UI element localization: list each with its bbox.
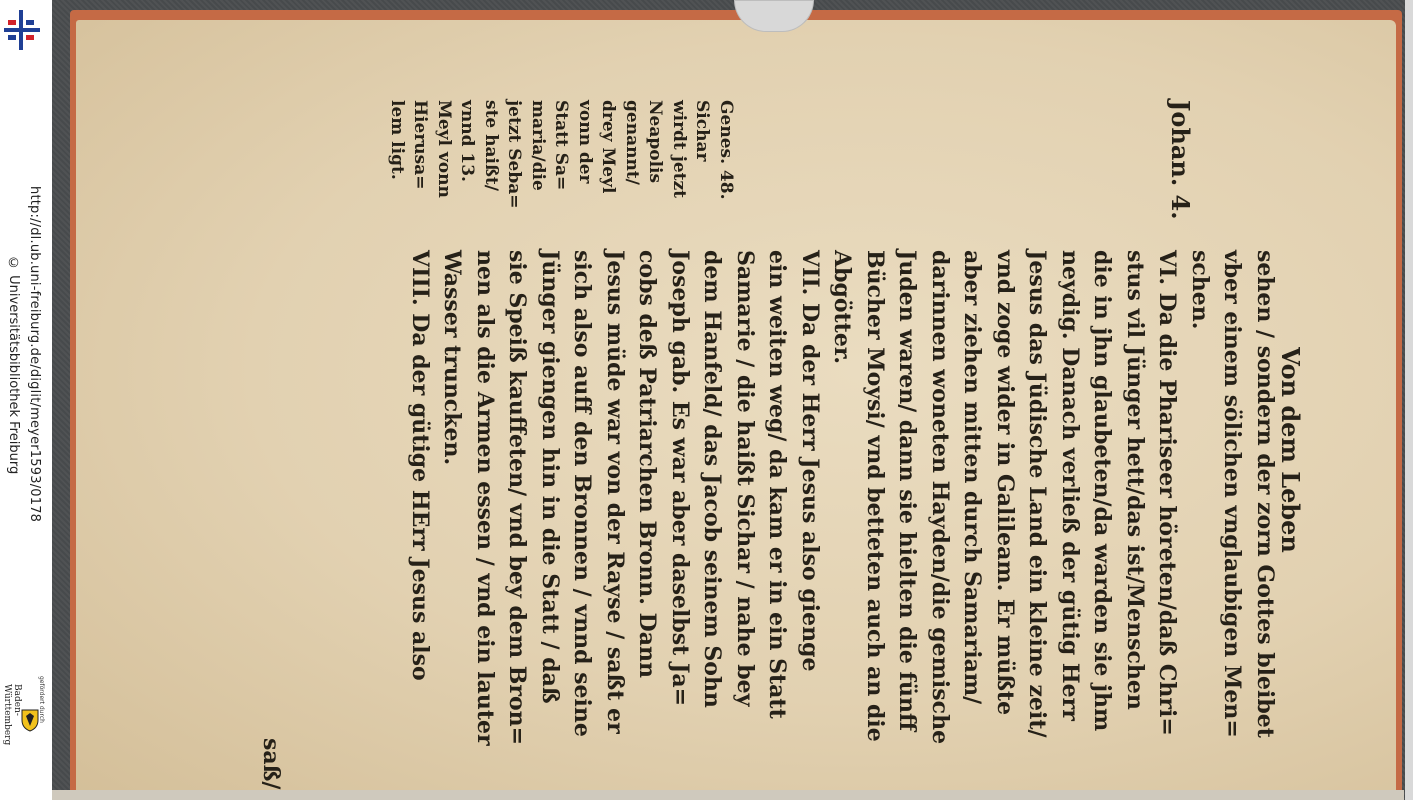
text-line: sie Speiß kauffeten/ vnd bey dem Bron= bbox=[504, 250, 531, 746]
sponsor-caption: gefördert durch bbox=[38, 676, 45, 723]
text-line: vnd zoge wider in Galileam. Er müßte bbox=[992, 250, 1018, 716]
text-line: Abgötter. bbox=[829, 250, 856, 365]
text-line: sich also auff den Bronnen / vnnd seine bbox=[569, 250, 596, 737]
marginal-line: drey Meyl bbox=[598, 100, 619, 194]
marginal-line: maria/die bbox=[528, 100, 548, 191]
text-line: Jesus das Jüdische Land ein kleine zeit/ bbox=[1024, 250, 1051, 738]
text-line: darinnen woneten Hayden/die gemische bbox=[927, 250, 953, 745]
text-line: dem Hanfeld/ das Jacob seinem Sohn bbox=[699, 250, 726, 708]
marginal-line: wirdt jetzt bbox=[669, 100, 689, 199]
text-line: Samarie / die haißt Sichar / nahe bey bbox=[732, 250, 758, 707]
text-line: VII. Da der Herr Jesus also gienge bbox=[797, 250, 823, 672]
sponsor-name-line: Baden- bbox=[12, 684, 22, 716]
text-line: Juden waren/ dann sie hielten die fünff bbox=[894, 250, 921, 732]
running-head: Von dem Leben bbox=[1276, 347, 1305, 553]
text-line: Jünger giengen hin in die Statt / daß bbox=[537, 250, 563, 704]
marginal-line: Statt Sa= bbox=[551, 100, 572, 191]
text-line: neydig. Danach verließ der gütig Herr bbox=[1057, 250, 1083, 721]
marginal-line: Meyl vonn bbox=[434, 100, 454, 198]
text-line: stus vil Jünger hett/das ist/Menschen bbox=[1122, 250, 1148, 710]
text-line: VIII. Da der gütige HErr Jesus also bbox=[407, 250, 433, 681]
text-line: schen. bbox=[1187, 250, 1213, 330]
text-line: nen als die Armen essen / vnd ein lauter bbox=[472, 250, 498, 746]
marginal-line: Sichar bbox=[692, 100, 713, 162]
info-sidebar bbox=[0, 0, 52, 800]
text-line: aber ziehen mitten durch Samariam/ bbox=[959, 250, 986, 705]
text-line: Wasser truncken. bbox=[439, 250, 466, 466]
marginal-line: ste haißt/ bbox=[481, 100, 501, 191]
catchword: saß/ bbox=[258, 738, 284, 790]
sponsor-name-line: Württemberg bbox=[2, 684, 12, 746]
text-line: vber einem sölichen vnglaubigen Men= bbox=[1219, 250, 1246, 738]
marginal-line: jetzt Seba= bbox=[504, 100, 525, 209]
marginal-line: genannt/ bbox=[622, 100, 642, 185]
library-logo-icon bbox=[2, 8, 42, 52]
marginal-line: Neapolis bbox=[645, 100, 666, 184]
viewer-right-edge bbox=[1405, 0, 1413, 800]
copyright-notice: © Universitätsbibliothek Freiburg bbox=[6, 256, 21, 475]
text-line: Jesus müde war von der Rayse / saßt er bbox=[602, 250, 628, 734]
marginal-line: vonn der bbox=[575, 100, 595, 184]
sponsor-name bbox=[2, 684, 22, 745]
marginal-note bbox=[385, 100, 738, 240]
text-line: die in jhn glaubeten/da warden sie jhm bbox=[1089, 250, 1116, 732]
marginal-line: Hierusa= bbox=[410, 100, 431, 190]
text-line: VI. Da die Phariseer höreten/daß Chri= bbox=[1154, 250, 1181, 736]
marginal-line: lem ligt. bbox=[387, 100, 407, 180]
main-text-column bbox=[404, 250, 1282, 800]
scripture-reference: Johan. 4. bbox=[1166, 100, 1195, 220]
text-line: cobs deß Patriarchen Bronn. Dann bbox=[634, 250, 661, 678]
marginal-line: vnnd 13. bbox=[457, 100, 478, 182]
coat-of-arms-icon bbox=[20, 708, 40, 732]
text-line: sehen / sondern der zorn Gottes bleibet bbox=[1252, 250, 1278, 738]
text-line: Bücher Moysi/ vnd betteten auch an die bbox=[862, 250, 888, 742]
document-url[interactable]: http://dl.ub.uni-freiburg.de/diglit/meyer1593/0178 bbox=[27, 186, 42, 523]
text-line: ein weiten weg/ da kam er in ein Statt bbox=[764, 250, 791, 719]
marginal-line: Genes. 48. bbox=[716, 100, 736, 200]
text-line: Joseph gab. Es war aber daselbst Ja= bbox=[667, 250, 693, 707]
